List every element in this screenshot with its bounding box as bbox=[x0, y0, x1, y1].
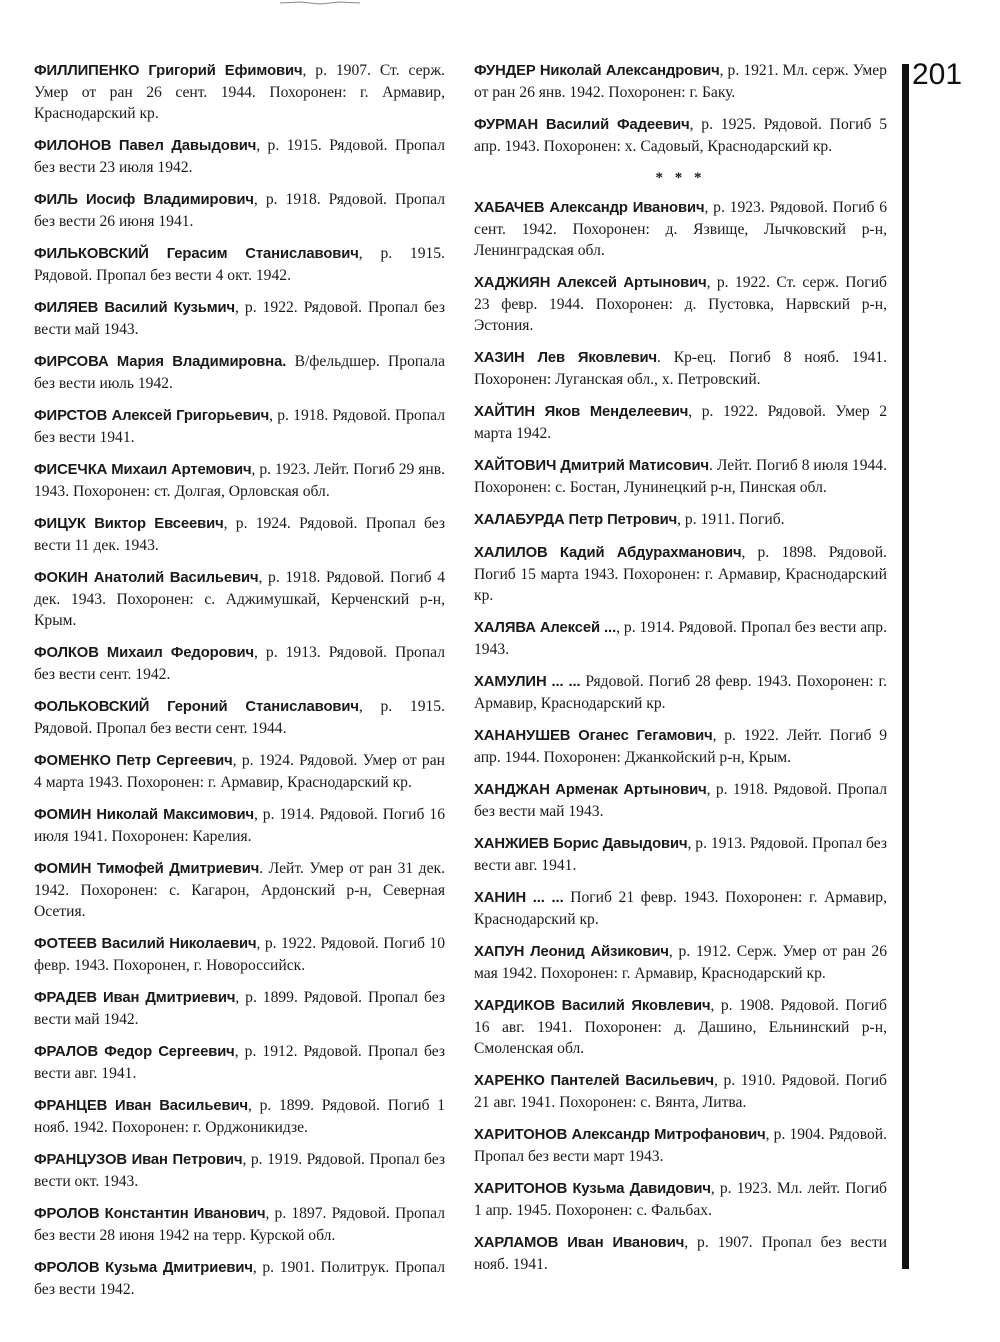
entry-details: , р. 1912. Серж. Умер от ран 26 мая 1942. Похоронен: г. Армавир, Краснодарский кр. bbox=[474, 943, 887, 982]
entry-name: ФОЛЬКОВСКИЙ Героний Станиславович bbox=[34, 699, 359, 715]
entry-name: ФИЛЯЕВ Василий Кузьмич bbox=[34, 300, 236, 316]
register-entry bbox=[34, 243, 445, 286]
register-entry bbox=[34, 1095, 445, 1138]
scan-artifact bbox=[280, 0, 360, 6]
entry-name: ФИЛЛИПЕНКО Григорий Ефимович bbox=[34, 63, 303, 79]
entry-details: , р. 1901. Политрук. Пропал без вести 1942. bbox=[34, 1259, 445, 1298]
entry-details: Рядовой. Погиб 28 февр. 1943. Похоронен: г. Армавир, Краснодарский кр. bbox=[474, 673, 887, 712]
register-entry bbox=[474, 1070, 887, 1113]
entry-name: ФИЛЬКОВСКИЙ Герасим Станиславович bbox=[34, 246, 359, 262]
entry-details: , р. 1918. Рядовой. Пропал без вести 1941. bbox=[34, 407, 445, 446]
entry-name: ХАРИТОНОВ Александр Митрофанович bbox=[474, 1127, 766, 1143]
entry-details: , р. 1899. Рядовой. Погиб 1 нояб. 1942. Похоронен: г. Орджоникидзе. bbox=[34, 1097, 446, 1136]
entry-details: , р. 1907. Пропал без вести нояб. 1941. bbox=[474, 1234, 887, 1273]
entry-name: ФОТЕЕВ Василий Николаевич bbox=[34, 936, 257, 952]
register-entry bbox=[474, 272, 887, 336]
entry-name: ФОМЕНКО Петр Сергеевич bbox=[34, 753, 233, 769]
page-edge-bar bbox=[902, 64, 909, 1269]
register-entry bbox=[474, 1178, 887, 1221]
entry-details: , р. 1904. Рядовой. Пропал без вести март 1943. bbox=[474, 1126, 887, 1165]
entry-name: ХАНИН ... ... bbox=[474, 890, 564, 906]
entry-name: ФУРМАН Василий Фадеевич bbox=[474, 117, 690, 133]
entry-name: ХАЛИЛОВ Кадий Абдурахманович bbox=[474, 545, 742, 561]
entry-name: ХАДЖИЯН Алексей Артынович bbox=[474, 275, 707, 291]
entry-name: ХАПУН Леонид Айзикович bbox=[474, 944, 669, 960]
register-entry bbox=[474, 941, 887, 984]
entry-details: , р. 1924. Рядовой. Умер от ран 4 марта 1943. Похоронен: г. Армавир, Краснодарский кр. bbox=[34, 752, 445, 791]
entry-name: ФИРСТОВ Алексей Григорьевич bbox=[34, 408, 270, 424]
register-entry bbox=[34, 513, 445, 556]
entry-details: , р. 1922. Рядовой. Погиб 10 февр. 1943. Похоронен, г. Новороссийск. bbox=[34, 935, 446, 974]
entry-name: ХАРИТОНОВ Кузьма Давидович bbox=[474, 1181, 711, 1197]
register-entry bbox=[474, 995, 887, 1059]
register-entry bbox=[474, 671, 887, 714]
register-entry bbox=[34, 642, 445, 685]
register-entry bbox=[34, 189, 445, 232]
right-column bbox=[474, 60, 887, 1286]
entry-name: ФИЛЬ Иосиф Владимирович bbox=[34, 192, 254, 208]
entry-details: . Лейт. Погиб 8 июля 1944. Похоронен: с. Бостан, Лунинецкий р-н, Пинская обл. bbox=[474, 457, 888, 496]
register-entry bbox=[474, 542, 887, 606]
left-column bbox=[34, 60, 445, 1311]
entry-name: ФРАДЕВ Иван Дмитриевич bbox=[34, 990, 236, 1006]
register-entry bbox=[474, 347, 887, 390]
entry-details: , р. 1897. Рядовой. Пропал без вести 28 июня 1942 на терр. Курской обл. bbox=[34, 1205, 446, 1244]
register-entry bbox=[34, 459, 445, 502]
register-entry bbox=[34, 135, 445, 178]
entry-details: , р. 1915. Рядовой. Пропал без вести сент. 1944. bbox=[34, 698, 445, 737]
page-number: 201 bbox=[912, 58, 963, 91]
entry-name: ХАЙТОВИЧ Дмитрий Матисович bbox=[474, 458, 709, 474]
entry-name: ФОКИН Анатолий Васильевич bbox=[34, 570, 259, 586]
entry-name: ХАРЛАМОВ Иван Иванович bbox=[474, 1235, 685, 1251]
entry-name: ФИРСОВА Мария Владимировна. bbox=[34, 354, 287, 370]
entry-name: ФРАНЦЕВ Иван Васильевич bbox=[34, 1098, 248, 1114]
register-entry bbox=[474, 197, 887, 261]
register-entry bbox=[34, 1203, 445, 1246]
entry-name: ФИЛОНОВ Павел Давыдович bbox=[34, 138, 257, 154]
entry-details: , р. 1923. Мл. лейт. Погиб 1 апр. 1945. Похоронен: с. Фальбах. bbox=[474, 1180, 887, 1219]
entry-details: , р. 1921. Мл. серж. Умер от ран 26 янв. 1942. Похоронен: г. Баку. bbox=[474, 62, 887, 101]
register-entry bbox=[34, 696, 445, 739]
register-entry bbox=[474, 455, 887, 498]
register-entry bbox=[474, 1232, 887, 1275]
entry-details: , р. 1918. Рядовой. Пропал без вести 26 июня 1941. bbox=[34, 191, 446, 230]
register-entry bbox=[34, 750, 445, 793]
entry-details: , р. 1923. Рядовой. Погиб 6 сент. 1942. Похоронен: д. Язвище, Лычковский р-н, Ленинградская обл. bbox=[474, 199, 887, 259]
register-entry bbox=[474, 1124, 887, 1167]
entry-name: ХАНАНУШЕВ Оганес Гегамович bbox=[474, 728, 713, 744]
entry-details: , р. 1919. Рядовой. Пропал без вести окт. 1943. bbox=[34, 1151, 445, 1190]
entry-details: , р. 1907. Ст. серж. Умер от ран 26 сент. 1944. Похоронен: г. Армавир, Краснодарский кр. bbox=[34, 62, 445, 122]
entry-name: ХАЙТИН Яков Менделеевич bbox=[474, 404, 689, 420]
register-entry bbox=[34, 405, 445, 448]
entry-name: ФОЛКОВ Михаил Федорович bbox=[34, 645, 255, 661]
register-entry bbox=[34, 987, 445, 1030]
entry-name: ФОМИН Тимофей Дмитриевич bbox=[34, 861, 260, 877]
entry-name: ХАЛАБУРДА Петр Петрович bbox=[474, 512, 678, 528]
entry-details: В/фельдшер. Пропала без вести июль 1942. bbox=[34, 353, 445, 392]
entry-name: ХАНЖИЕВ Борис Давыдович bbox=[474, 836, 688, 852]
register-entry bbox=[474, 725, 887, 768]
register-entry bbox=[34, 567, 445, 631]
register-entry bbox=[474, 114, 887, 157]
register-entry bbox=[34, 858, 445, 922]
entry-name: ФРОЛОВ Кузьма Дмитриевич bbox=[34, 1260, 253, 1276]
entry-name: ХАЛЯВА Алексей ... bbox=[474, 620, 617, 636]
register-entry bbox=[34, 1041, 445, 1084]
entry-name: ФИСЕЧКА Михаил Артемович bbox=[34, 462, 252, 478]
register-entry bbox=[34, 60, 445, 124]
entry-name: ФРОЛОВ Константин Иванович bbox=[34, 1206, 266, 1222]
register-entry bbox=[474, 60, 887, 103]
entry-name: ФРАЛОВ Федор Сергеевич bbox=[34, 1044, 235, 1060]
entry-name: ХАМУЛИН ... ... bbox=[474, 674, 581, 690]
register-entry bbox=[474, 401, 887, 444]
entry-details: , р. 1922. Рядовой. Пропал без вести май 1943. bbox=[34, 299, 445, 338]
entry-name: ФРАНЦУЗОВ Иван Петрович bbox=[34, 1152, 243, 1168]
entry-details: , р. 1918. Рядовой. Погиб 4 дек. 1943. Похоронен: с. Аджимушкай, Керченский р-н, Крым. bbox=[34, 569, 445, 629]
entry-details: , р. 1918. Рядовой. Пропал без вести май 1943. bbox=[474, 781, 888, 820]
entry-details: , р. 1910. Рядовой. Погиб 21 авг. 1941. Похоронен: с. Вянта, Литва. bbox=[474, 1072, 887, 1111]
entry-details: , р. 1922. Ст. серж. Погиб 23 февр. 1944. Похоронен: д. Пустовка, Нарвский р-н, Эстония. bbox=[474, 274, 887, 334]
entry-details: , р. 1922. Лейт. Погиб 9 апр. 1944. Похоронен: Джанкойский р-н, Крым. bbox=[474, 727, 887, 766]
entry-details: Погиб 21 февр. 1943. Похоронен: г. Армавир, Краснодарский кр. bbox=[474, 889, 887, 928]
register-entry bbox=[34, 804, 445, 847]
register-entry bbox=[34, 933, 445, 976]
right-top-entries bbox=[474, 60, 887, 157]
section-separator: * * * bbox=[655, 170, 706, 186]
right-main-entries bbox=[474, 197, 887, 1275]
entry-details: , р. 1908. Рядовой. Погиб 16 авг. 1941. Похоронен: д. Дашино, Ельнинский р-н, Смоленская обл. bbox=[474, 997, 887, 1057]
entry-details: . Лейт. Умер от ран 31 дек. 1942. Похоронен: с. Кагарон, Ардонский р-н, Северная Осетия. bbox=[34, 860, 445, 920]
entry-details: , р. 1912. Рядовой. Пропал без вести авг. 1941. bbox=[34, 1043, 445, 1082]
entry-details: , р. 1913. Рядовой. Пропал без вести авг. 1941. bbox=[474, 835, 888, 874]
register-entry bbox=[474, 833, 887, 876]
entry-details: , р. 1924. Рядовой. Пропал без вести 11 дек. 1943. bbox=[34, 515, 445, 554]
entry-name: ХАРЕНКО Пантелей Васильевич bbox=[474, 1073, 714, 1089]
entry-details: , р. 1914. Рядовой. Погиб 16 июля 1941. Похоронен: Карелия. bbox=[34, 806, 445, 845]
entry-details: , р. 1923. Лейт. Погиб 29 янв. 1943. Похоронен: ст. Долгая, Орловская обл. bbox=[34, 461, 445, 500]
register-entry bbox=[474, 779, 887, 822]
entry-name: ФУНДЕР Николай Александрович bbox=[474, 63, 720, 79]
register-entry bbox=[474, 617, 887, 660]
register-entry bbox=[474, 887, 887, 930]
entry-details: , р. 1915. Рядовой. Пропал без вести 4 окт. 1942. bbox=[34, 245, 445, 284]
entry-name: ХАЗИН Лев Яковлевич bbox=[474, 350, 658, 366]
register-entry bbox=[34, 1257, 445, 1300]
entry-details: , р. 1911. Погиб. bbox=[677, 511, 785, 528]
register-entry bbox=[34, 351, 445, 394]
register-entry bbox=[34, 297, 445, 340]
entry-details: , р. 1899. Рядовой. Пропал без вести май 1942. bbox=[34, 989, 445, 1028]
entry-details: , р. 1898. Рядовой. Погиб 15 марта 1943. Похоронен: г. Армавир, Краснодарский кр. bbox=[474, 544, 887, 604]
entry-name: ХАНДЖАН Арменак Артынович bbox=[474, 782, 707, 798]
entry-details: , р. 1925. Рядовой. Погиб 5 апр. 1943. Похоронен: х. Садовый, Краснодарский кр. bbox=[474, 116, 887, 155]
entry-details: , р. 1922. Рядовой. Умер 2 марта 1942. bbox=[474, 403, 887, 442]
entry-name: ФОМИН Николай Максимович bbox=[34, 807, 254, 823]
entry-name: ХАБАЧЕВ Александр Иванович bbox=[474, 200, 705, 216]
register-entry bbox=[34, 1149, 445, 1192]
entry-details: , р. 1913. Рядовой. Пропал без вести сент. 1942. bbox=[34, 644, 445, 683]
entry-details: . Кр-ец. Погиб 8 нояб. 1941. Похоронен: Луганская обл., х. Петровский. bbox=[474, 349, 887, 388]
entry-details: , р. 1914. Рядовой. Пропал без вести апр. 1943. bbox=[474, 619, 887, 658]
entry-name: ХАРДИКОВ Василий Яковлевич bbox=[474, 998, 711, 1014]
register-entry bbox=[474, 509, 887, 531]
entry-name: ФИЦУК Виктор Евсеевич bbox=[34, 516, 224, 532]
entry-details: , р. 1915. Рядовой. Пропал без вести 23 июля 1942. bbox=[34, 137, 445, 176]
